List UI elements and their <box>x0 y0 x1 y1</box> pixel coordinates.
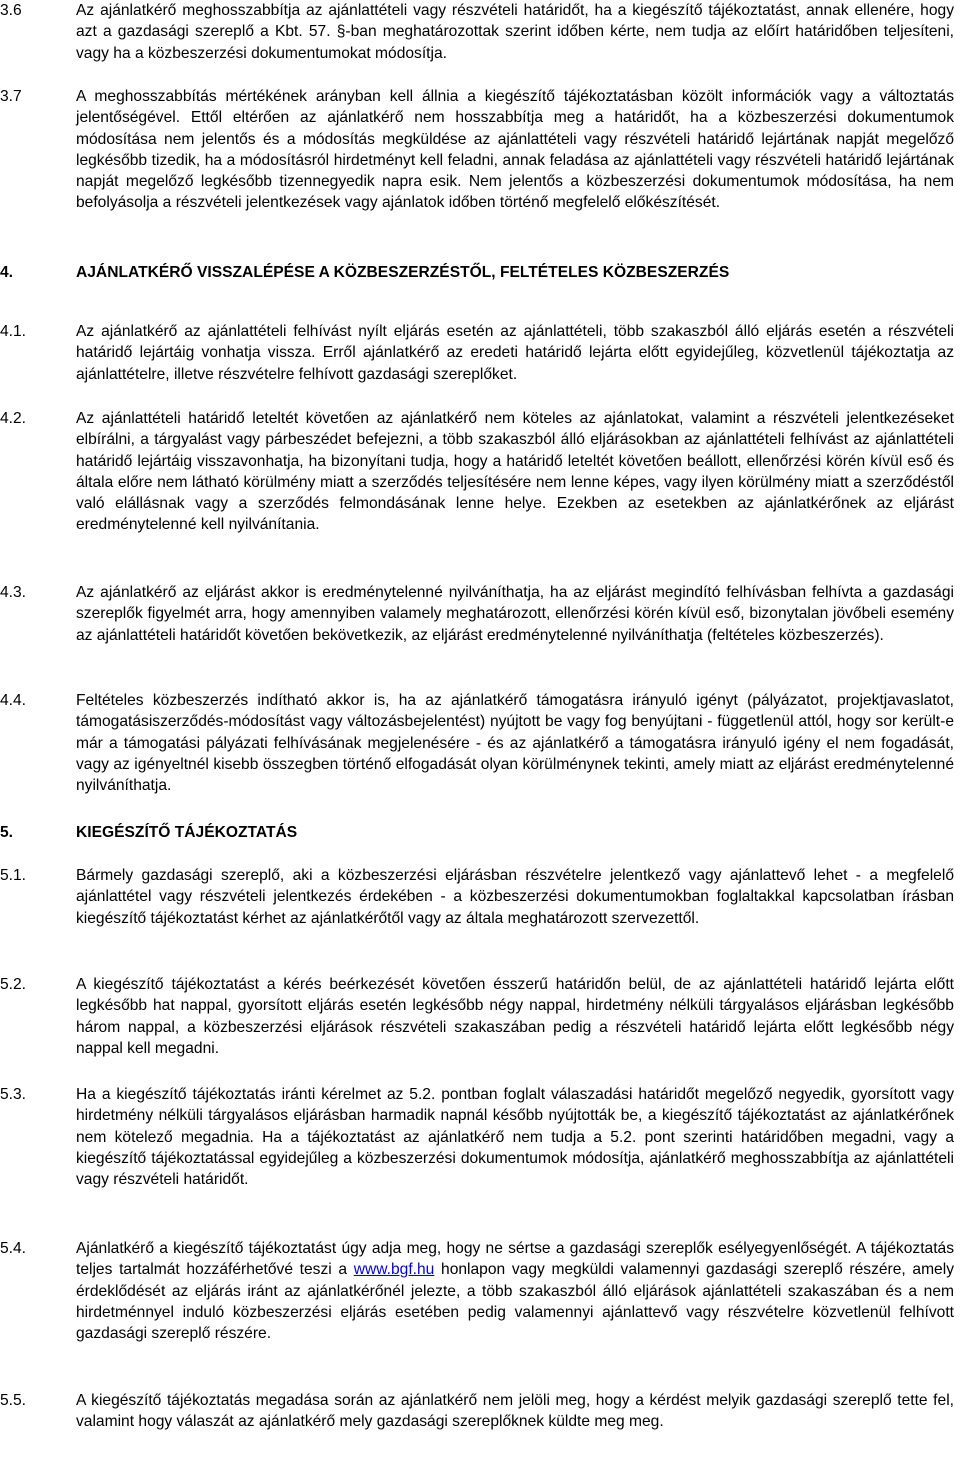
section-text: Ha a kiegészítő tájékoztatás iránti kérelmet az 5.2. pontban foglalt válaszadási határidőt megelőző negyedik, gyorsított vagy hirdetmény nélküli tárgyalásos eljárásban harmadik napnál később nyújtották be, a kiegészítő tájékoztatást az ajánlatkérőnek nem kötelező megadnia. Ha a tájékoztatást az ajánlatkérő nem tudja a 5.2. pont szerinti határidőben megadni, vagy a kiegészítő tájékoztatással egyidejűleg a közbeszerzési dokumentumok módosítja, ajánlatkérő meghosszabbítja az ajánlattételi vagy részvételi határidőt. <box>76 1086 954 1189</box>
section-text: Bármely gazdasági szereplő, aki a közbeszerzési eljárásban részvételre jelentkező vagy ajánlattevő lehet - a megfelelő ajánlattétel vagy részvételi jelentkezés érdekében - a közbeszerzési dokumentumokban foglaltakkal kapcsolatban írásban kiegészítő tájékoztatást kérhet az ajánlatkérőtől vagy az általa meghatározott szervezettől. <box>76 867 954 927</box>
section-number: 4.2. <box>0 410 27 427</box>
heading-text: KIEGÉSZÍTŐ TÁJÉKOZTATÁS <box>76 824 298 841</box>
section-text: Az ajánlatkérő meghosszabbítja az ajánlattételi vagy részvételi határidőt, ha a kiegészítő tájékoztatást, annak ellenére, hogy azt a gazdasági szereplő a Kbt. 57. §-ban meghatározottak szerint időben kérte, nem tudja az előírt határidőben teljesíteni, vagy ha a közbeszerzési dokumentumokat módosítja. <box>76 2 954 62</box>
section-number: 3.6 <box>0 2 22 19</box>
section-text-after-link: honlapon vagy megküldi valamennyi gazdasági szereplő részére, amely érdeklődését az eljárás iránt az ajánlatkérőnél jelezte, a több szakaszból álló eljárások ajánlattételi szakaszában és a nem hirdetménnyel induló közbeszerzési eljárás esetében pedig valamennyi ajánlattevő vagy részvételre közvetlenül felhívott gazdasági szereplő részére. <box>76 1261 954 1343</box>
section-number: 5.3. <box>0 1086 27 1103</box>
section-number: 4.3. <box>0 584 27 601</box>
section-number: 5.4. <box>0 1240 27 1257</box>
section-number: 5.5. <box>0 1392 27 1409</box>
section-number: 4.4. <box>0 692 27 709</box>
section-number: 5.1. <box>0 867 27 884</box>
section-text: Az ajánlattételi határidő leteltét követően az ajánlatkérő nem köteles az ajánlatokat, valamint a részvételi jelentkezéseket elbírálni, a tárgyalást vagy párbeszédet befejezni, a több szakaszból álló eljárásokban az ajánlattételi felhívást az ajánlattételi határidő lejártáig visszavonhatja, ha bizonyítani tudja, hogy a határidő leteltét követően beállott, ellenőrzési körén kívül eső és általa előre nem látható körülmény miatt a szerződés teljesítésére nem lenne képes, vagy ilyen körülmény miatt a szerződéstől való elállásnak vagy a szerződés felmondásának lenne helye. Ezekben az esetekben az ajánlatkérőnek az eljárást eredménytelenné kell nyilvánítania. <box>76 410 954 534</box>
section-text: Az ajánlatkérő az ajánlattételi felhívást nyílt eljárás esetén az ajánlattételi, több szakaszból álló eljárás esetén a részvételi határidő lejártáig vonhatja vissza. Erről ajánlatkérő az eredeti határidő lejárta előtt egyidejűleg, közvetlenül tájékoztatja az ajánlattételre, illetve részvételre felhívott gazdasági szereplőket. <box>76 323 954 383</box>
section-text: A kiegészítő tájékoztatást a kérés beérkezését követően ésszerű határidőn belül, de az ajánlattételi határidő lejárta előtt legkésőbb hat nappal, gyorsított eljárás esetén legkésőbb négy nappal, hirdetmény nélküli tárgyalásos eljárásban legkésőbb három nappal, a közbeszerzési eljárások részvételi szakaszában pedig a részvételi határidő lejárta előtt legkésőbb négy nappal kell megadni. <box>76 976 954 1057</box>
section-number: 5.2. <box>0 976 27 993</box>
section-number: 4.1. <box>0 323 27 340</box>
bgf-website-link[interactable]: www.bgf.hu <box>353 1261 435 1279</box>
section-text: A kiegészítő tájékoztatás megadása során az ajánlatkérő nem jelöli meg, hogy a kérdést melyik gazdasági szereplő tette fel, valamint hogy válaszát az ajánlatkérő mely gazdasági szereplőknek küldte meg meg. <box>76 1392 954 1431</box>
section-number: 3.7 <box>0 88 22 105</box>
heading-number: 5. <box>0 824 14 841</box>
section-text: A meghosszabbítás mértékének arányban kell állnia a kiegészítő tájékoztatásban közölt információk vagy a változtatás jelentőségével. Ettől eltérően az ajánlatkérő nem hosszabbítja meg a határidőt, ha a közbeszerzési dokumentumok módosítása nem jelentős és a módosítás megküldése az ajánlattételi vagy részvételi határidő lejártának napját megelőző legkésőbb tizedik, ha a módosításról hirdetményt kell feladni, annak feladása az ajánlattételi vagy részvételi határidő lejártának napját megelőző legkésőbb tizennegyedik napra esik. Nem jelentős a közbeszerzési dokumentumok módosítása, ha nem befolyásolja a részvételi jelentkezések vagy ajánlatok időben történő megfelelő előkészítését. <box>76 88 954 212</box>
heading-number: 4. <box>0 264 14 281</box>
heading-text: AJÁNLATKÉRŐ VISSZALÉPÉSE A KÖZBESZERZÉSTŐL, FELTÉTELES KÖZBESZERZÉS <box>76 264 730 281</box>
section-text <box>76 1238 954 1344</box>
section-text: Feltételes közbeszerzés indítható akkor is, ha az ajánlatkérő támogatásra irányuló igényt (pályázatot, projektjavaslatot, támogatásiszerződés-módosítást vagy változásbejelentést) nyújtott be vagy fog benyújtani - függetlenül attól, hogy sor került-e már a támogatási pályázati felhívásának megjelenésére - és az ajánlatkérő a támogatásra irányuló igény el nem fogadását, vagy az igényeltnél kisebb összegben történő elfogadását olyan körülménynek tekinti, amely miatt az eljárást eredménytelenné nyilváníthatja. <box>76 692 954 795</box>
section-text: Az ajánlatkérő az eljárást akkor is eredménytelenné nyilváníthatja, ha az eljárást megindító felhívásban felhívta a gazdasági szereplők figyelmét arra, hogy amennyiben valamely meghatározott, ellenőrzési körén kívül eső, bizonytalan jövőbeli esemény az ajánlattételi határidőt követően bekövetkezik, az eljárást eredménytelenné nyilváníthatja (feltételes közbeszerzés). <box>76 584 954 644</box>
section-text-before-link: Ajánlatkérő a kiegészítő tájékoztatást úgy adja meg, hogy ne sértse a gazdasági szereplők esélyegyenlőségét. A tájékoztatás teljes tartalmát hozzáférhetővé teszi a <box>76 1240 954 1279</box>
